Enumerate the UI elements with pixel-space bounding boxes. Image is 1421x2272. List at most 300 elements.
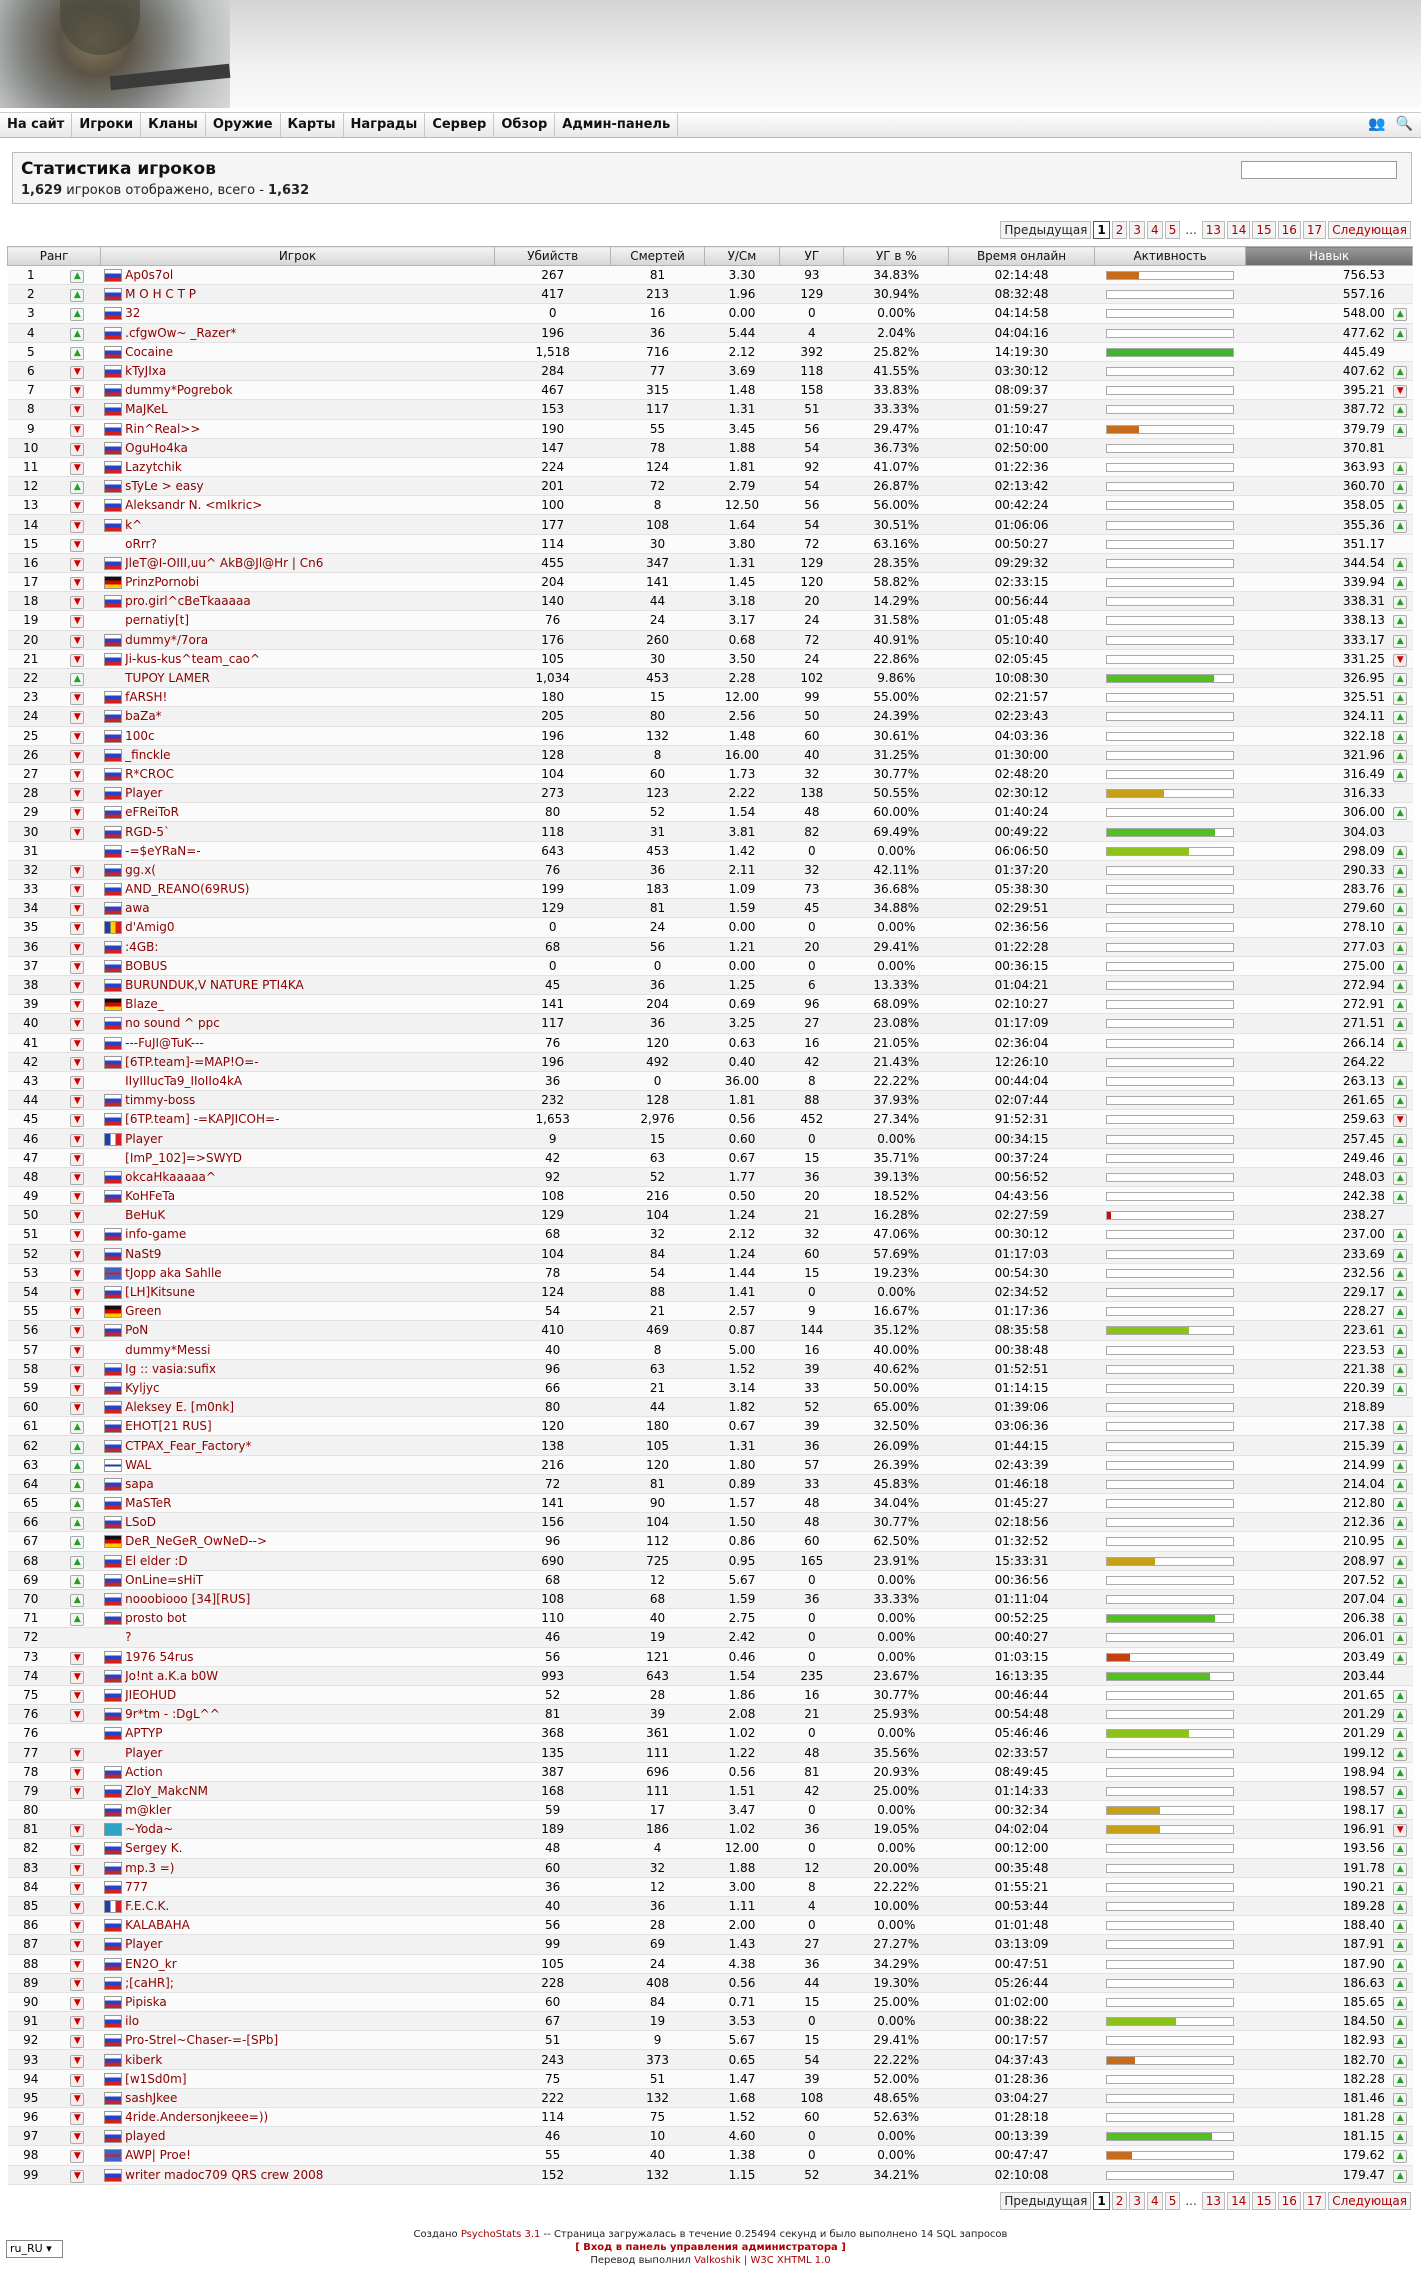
flag-ru-icon <box>104 1382 122 1395</box>
skill-trend-cell <box>1388 1532 1413 1551</box>
skill-trend-cell <box>1388 2031 1413 2050</box>
activity-bar-fill <box>1107 2018 1176 2025</box>
player-name-link[interactable]: sapa <box>125 1474 494 1493</box>
player-name-link[interactable]: KoHFeTa <box>125 1187 494 1206</box>
player-name-link[interactable]: Player <box>125 784 494 803</box>
player-name-link[interactable]: F.E.C.K. <box>125 1896 494 1915</box>
activity-cell <box>1094 860 1245 879</box>
player-name-link[interactable]: 4ride.Andersonjkeee=)) <box>125 2108 494 2127</box>
kd-cell: 0.67 <box>704 1417 780 1436</box>
player-name-link[interactable]: [LH]Kitsune <box>125 1282 494 1301</box>
player-name-link[interactable]: dummy*/7ora <box>125 630 494 649</box>
rank-up-icon: ▲ <box>70 1460 84 1473</box>
table-row <box>8 1398 1413 1417</box>
player-name-link[interactable]: [w1Sd0m] <box>125 2069 494 2088</box>
deaths-cell: 361 <box>611 1724 704 1743</box>
pager-page-16[interactable]: 16 <box>1278 221 1301 239</box>
flag-cell <box>101 1781 125 1800</box>
online-time-cell: 12:26:10 <box>949 1052 1095 1071</box>
player-name-link[interactable]: Player <box>125 1129 494 1148</box>
rank-change-cell <box>54 2069 101 2088</box>
nav-item-5[interactable]: Награды <box>344 113 426 137</box>
hs-cell: 45 <box>780 899 844 918</box>
player-name-link[interactable]: Lazytchik <box>125 457 494 476</box>
nav-item-8[interactable]: Админ-панель <box>555 113 678 137</box>
flag-cell <box>101 1187 125 1206</box>
hs-cell: 48 <box>780 803 844 822</box>
skill-cell: 263.13 <box>1246 1071 1388 1090</box>
player-name-link[interactable]: baZa* <box>125 707 494 726</box>
flag-ru-icon <box>104 768 122 781</box>
player-name-link[interactable]: okcaHkaaaaa^ <box>125 1167 494 1186</box>
flag-ru-icon <box>104 1689 122 1702</box>
player-name-link[interactable]: EN2O_kr <box>125 1954 494 1973</box>
activity-cell <box>1094 1206 1245 1225</box>
activity-bar-fill <box>1107 790 1164 797</box>
deaths-cell: 40 <box>611 1609 704 1628</box>
table-row <box>8 515 1413 534</box>
hs-pct-cell: 10.00% <box>844 1896 949 1915</box>
player-name-link[interactable]: no sound ^ ppc <box>125 1014 494 1033</box>
player-name-link[interactable]: ~Yoda~ <box>125 1820 494 1839</box>
kills-cell: 52 <box>494 1685 610 1704</box>
flag-cell <box>101 784 125 803</box>
admin-login-link[interactable]: [ Вход в панель управления администратора ] <box>575 2242 846 2253</box>
player-name-link[interactable]: pernatiy[t] <box>125 611 494 630</box>
kills-header[interactable]: Убийств <box>494 247 610 266</box>
player-name-link[interactable]: gg.x( <box>125 860 494 879</box>
pager-page-5[interactable]: 5 <box>1165 2192 1181 2210</box>
activity-cell <box>1094 457 1245 476</box>
pager-page-5[interactable]: 5 <box>1165 221 1181 239</box>
activity-bar <box>1106 1864 1234 1873</box>
kd-cell: 3.30 <box>704 266 780 285</box>
kills-cell: 205 <box>494 707 610 726</box>
flag-ru-icon <box>104 1497 122 1510</box>
player-name-link[interactable]: OnLine=sHiT <box>125 1570 494 1589</box>
table-row <box>8 323 1413 342</box>
pager-page-15[interactable]: 15 <box>1252 221 1275 239</box>
activity-cell <box>1094 1685 1245 1704</box>
flag-ru-icon <box>104 365 122 378</box>
player-name-link[interactable]: Kyljyc <box>125 1378 494 1397</box>
kd-cell: 1.11 <box>704 1896 780 1915</box>
kd-cell: 1.42 <box>704 841 780 860</box>
nav-item-3[interactable]: Оружие <box>206 113 281 137</box>
w3c-link[interactable]: | W3C XHTML 1.0 <box>740 2255 831 2266</box>
hs-cell: 102 <box>780 668 844 687</box>
hs-cell: 36 <box>780 1167 844 1186</box>
online-time-cell: 02:07:44 <box>949 1091 1095 1110</box>
kd-cell: 1.73 <box>704 764 780 783</box>
rank-cell: 71 <box>8 1609 55 1628</box>
player-name-link[interactable]: 1976 54rus <box>125 1647 494 1666</box>
player-name-link[interactable]: Blaze_ <box>125 995 494 1014</box>
activity-bar <box>1106 943 1234 952</box>
activity-cell <box>1094 1666 1245 1685</box>
player-name-link[interactable]: KALABAHA <box>125 1916 494 1935</box>
skill-trend-cell <box>1388 1148 1413 1167</box>
rank-change-cell <box>54 707 101 726</box>
player-name-link[interactable]: EHOT[21 RUS] <box>125 1417 494 1436</box>
player-name-link[interactable]: oRrr? <box>125 534 494 553</box>
player-name-link[interactable]: JleT@I-OIII,uu^ AkB@Jl@Hr | Cn6 <box>125 553 494 572</box>
player-name-link[interactable]: Jo!nt a.K.a b0W <box>125 1666 494 1685</box>
rank-cell: 72 <box>8 1628 55 1647</box>
player-name-link[interactable]: played <box>125 2127 494 2146</box>
pager-page-1[interactable]: 1 <box>1093 221 1109 239</box>
player-name-link[interactable]: BOBUS <box>125 956 494 975</box>
activity-cell <box>1094 1839 1245 1858</box>
activity-header[interactable]: Активность <box>1094 247 1245 266</box>
player-name-link[interactable]: mp.3 =) <box>125 1858 494 1877</box>
deaths-cell: 8 <box>611 496 704 515</box>
player-name-link[interactable]: Aleksandr N. <mIkric> <box>125 496 494 515</box>
player-name-link[interactable]: BURUNDUK,V NATURE PTI4KA <box>125 975 494 994</box>
language-select[interactable]: ru_RU ▾ <box>6 2240 63 2258</box>
player-name-link[interactable]: awa <box>125 899 494 918</box>
player-name-link[interactable]: WAL <box>125 1455 494 1474</box>
pager-prev-button[interactable]: Предыдущая <box>1000 221 1091 239</box>
skill-trend-cell <box>1388 1378 1413 1397</box>
kills-cell: 80 <box>494 803 610 822</box>
translator-link[interactable]: Valkoshik <box>694 2255 741 2266</box>
skill-up-icon: ▲ <box>1393 481 1407 494</box>
deaths-cell: 15 <box>611 688 704 707</box>
hs-pct-cell: 30.77% <box>844 764 949 783</box>
player-name-link[interactable]: R*CROC <box>125 764 494 783</box>
kills-cell: 232 <box>494 1091 610 1110</box>
nav-item-7[interactable]: Обзор <box>494 113 555 137</box>
pager-page-13[interactable]: 13 <box>1202 2192 1225 2210</box>
pager-page-15[interactable]: 15 <box>1252 2192 1275 2210</box>
player-name-link[interactable]: DeR_NeGeR_OwNeD--> <box>125 1532 494 1551</box>
rank-cell: 42 <box>8 1052 55 1071</box>
rank-cell: 28 <box>8 784 55 803</box>
player-name-link[interactable]: Pipiska <box>125 1992 494 2011</box>
deaths-cell: 54 <box>611 1263 704 1282</box>
skill-up-icon: ▲ <box>1393 942 1407 955</box>
player-name-link[interactable]: Action <box>125 1762 494 1781</box>
kd-header[interactable]: У/См <box>704 247 780 266</box>
hs-cell: 73 <box>780 880 844 899</box>
deaths-cell: 32 <box>611 1225 704 1244</box>
player-name-link[interactable]: m@kler <box>125 1801 494 1820</box>
rank-change-cell <box>54 1033 101 1052</box>
pager-page-3[interactable]: 3 <box>1129 2192 1145 2210</box>
player-name-link[interactable]: _finckle <box>125 745 494 764</box>
rank-change-cell <box>54 438 101 457</box>
player-name-link[interactable]: 32 <box>125 304 494 323</box>
flag-ru-icon <box>104 902 122 915</box>
player-name-link[interactable]: .cfgwOw~ _Razer* <box>125 323 494 342</box>
rank-cell: 22 <box>8 668 55 687</box>
activity-bar <box>1106 1346 1234 1355</box>
nav-item-6[interactable]: Сервер <box>425 113 494 137</box>
rank-cell: 49 <box>8 1187 55 1206</box>
pager-next-button[interactable]: Следующая <box>1328 221 1411 239</box>
activity-bar-fill <box>1107 1807 1160 1814</box>
player-name-link[interactable]: 100c <box>125 726 494 745</box>
player-name-link[interactable]: kiberk <box>125 2050 494 2069</box>
deaths-cell: 75 <box>611 2108 704 2127</box>
deaths-header[interactable]: Смертей <box>611 247 704 266</box>
player-name-link[interactable]: MaSTeR <box>125 1494 494 1513</box>
pager-page-1[interactable]: 1 <box>1093 2192 1109 2210</box>
online-time-cell: 01:30:00 <box>949 745 1095 764</box>
rank-up-icon: ▲ <box>70 1441 84 1454</box>
skill-trend-cell <box>1388 707 1413 726</box>
pager-page-2[interactable]: 2 <box>1112 2192 1128 2210</box>
skill-cell: 272.91 <box>1246 995 1388 1014</box>
rank-change-cell <box>54 1801 101 1820</box>
flag-cell <box>101 304 125 323</box>
player-name-link[interactable]: Ji-kus-kus^team_cao^ <box>125 649 494 668</box>
player-name-link[interactable]: [6TP.team]-=MAP!O=- <box>125 1052 494 1071</box>
flag-ru-icon <box>104 2169 122 2182</box>
rank-down-icon: ▼ <box>70 1978 84 1991</box>
player-name-link[interactable]: eFReiToR <box>125 803 494 822</box>
player-name-link[interactable]: RGD-5` <box>125 822 494 841</box>
player-header[interactable]: Игрок <box>101 247 495 266</box>
rank-down-icon: ▼ <box>70 1306 84 1319</box>
skill-cell: 198.57 <box>1246 1781 1388 1800</box>
rank-down-icon: ▼ <box>70 1824 84 1837</box>
kills-cell: 177 <box>494 515 610 534</box>
skill-trend-cell <box>1388 477 1413 496</box>
hs-pct-cell: 16.67% <box>844 1302 949 1321</box>
rank-cell: 58 <box>8 1359 55 1378</box>
kd-cell: 1.59 <box>704 899 780 918</box>
activity-bar <box>1106 1633 1234 1642</box>
pager-page-4[interactable]: 4 <box>1147 221 1163 239</box>
player-name-link[interactable]: prosto bot <box>125 1609 494 1628</box>
table-row <box>8 1052 1413 1071</box>
nav-item-4[interactable]: Карты <box>281 113 344 137</box>
flag-ru-icon <box>104 1842 122 1855</box>
player-name-link[interactable]: JIEOHUD <box>125 1685 494 1704</box>
activity-cell <box>1094 803 1245 822</box>
player-name-link[interactable]: AND_REANO(69RUS) <box>125 880 494 899</box>
deaths-cell: 16 <box>611 304 704 323</box>
kd-cell: 0.00 <box>704 918 780 937</box>
online-time-cell: 10:08:30 <box>949 668 1095 687</box>
player-name-link[interactable]: writer madoc709 QRS crew 2008 <box>125 2165 494 2184</box>
players-icon[interactable]: 👥 <box>1368 116 1386 132</box>
deaths-cell: 120 <box>611 1455 704 1474</box>
player-name-link[interactable]: ilo <box>125 2012 494 2031</box>
hs-cell: 158 <box>780 381 844 400</box>
activity-bar <box>1106 1787 1234 1796</box>
search-input[interactable] <box>1241 161 1397 179</box>
hs-pct-cell: 0.00% <box>844 1129 949 1148</box>
rank-cell: 64 <box>8 1474 55 1493</box>
kd-cell: 4.60 <box>704 2127 780 2146</box>
player-name-link[interactable]: sashJkee <box>125 2088 494 2107</box>
hs-cell: 36 <box>780 1954 844 1973</box>
online-time-cell: 02:21:57 <box>949 688 1095 707</box>
hs-pct-cell: 22.86% <box>844 649 949 668</box>
nav-item-0[interactable]: На сайт <box>0 113 72 137</box>
player-name-link[interactable]: BeHuK <box>125 1206 494 1225</box>
player-name-link[interactable]: sTyLe > easy <box>125 477 494 496</box>
hs-header[interactable]: УГ <box>780 247 844 266</box>
hs-cell: 52 <box>780 1398 844 1417</box>
rank-change-cell <box>54 880 101 899</box>
kills-cell: 690 <box>494 1551 610 1570</box>
player-name-link[interactable]: Sergey K. <box>125 1839 494 1858</box>
player-name-link[interactable]: CTPAX_Fear_Factory* <box>125 1436 494 1455</box>
nav-item-2[interactable]: Кланы <box>141 113 206 137</box>
player-name-link[interactable]: Green <box>125 1302 494 1321</box>
shown-text: игроков отображено, всего - <box>62 183 269 198</box>
rank-change-cell <box>54 1992 101 2011</box>
hs-cell: 36 <box>780 1436 844 1455</box>
online-header[interactable]: Время онлайн <box>949 247 1095 266</box>
page-title-box <box>12 152 1412 204</box>
skill-up-icon: ▲ <box>1393 980 1407 993</box>
pager-page-14[interactable]: 14 <box>1227 2192 1250 2210</box>
player-name-link[interactable]: MaJKeL <box>125 400 494 419</box>
player-name-link[interactable]: 777 <box>125 1877 494 1896</box>
player-name-link[interactable]: 9r*tm - :DgL^^ <box>125 1705 494 1724</box>
table-row <box>8 611 1413 630</box>
flag-ru-icon <box>104 1363 122 1376</box>
player-name-link[interactable]: NaSt9 <box>125 1244 494 1263</box>
activity-cell <box>1094 1570 1245 1589</box>
rank-down-icon: ▼ <box>70 865 84 878</box>
rank-cell: 48 <box>8 1167 55 1186</box>
rank-header[interactable]: Ранг <box>8 247 101 266</box>
player-name-link[interactable]: TUPOY LAMER <box>125 668 494 687</box>
hs-cell: 108 <box>780 2088 844 2107</box>
skill-trend-cell <box>1388 1973 1413 1992</box>
skill-cell: 325.51 <box>1246 688 1388 707</box>
search-icon[interactable]: 🔍 <box>1395 116 1413 132</box>
player-name-link[interactable]: El elder :D <box>125 1551 494 1570</box>
player-name-link[interactable]: Rin^Real>> <box>125 419 494 438</box>
pager-page-13[interactable]: 13 <box>1202 221 1225 239</box>
player-name-link[interactable]: LSoD <box>125 1513 494 1532</box>
player-name-link[interactable]: ZloY_MakcNM <box>125 1781 494 1800</box>
player-name-link[interactable]: M O H C T P <box>125 285 494 304</box>
player-name-link[interactable]: nooobiooo [34][RUS] <box>125 1589 494 1608</box>
player-name-link[interactable]: Ig :: vasia:sufix <box>125 1359 494 1378</box>
flag-cell <box>101 592 125 611</box>
skill-up-icon: ▲ <box>1393 2150 1407 2163</box>
hs-pct-cell: 30.51% <box>844 515 949 534</box>
player-name-link[interactable]: ? <box>125 1628 494 1647</box>
pager-page-2[interactable]: 2 <box>1112 221 1128 239</box>
player-name-link[interactable]: ---FuJI@TuK--- <box>125 1033 494 1052</box>
pager-page-14[interactable]: 14 <box>1227 221 1250 239</box>
deaths-cell: 104 <box>611 1513 704 1532</box>
pager-page-17[interactable]: 17 <box>1303 221 1326 239</box>
rank-cell: 86 <box>8 1916 55 1935</box>
player-name-link[interactable]: fARSH! <box>125 688 494 707</box>
deaths-cell: 55 <box>611 419 704 438</box>
table-row <box>8 1321 1413 1340</box>
pager-page-3[interactable]: 3 <box>1129 221 1145 239</box>
player-name-link[interactable]: APTYP <box>125 1724 494 1743</box>
skill-trend-cell <box>1388 726 1413 745</box>
rank-cell: 41 <box>8 1033 55 1052</box>
skill-cell: 339.94 <box>1246 573 1388 592</box>
skill-cell: 304.03 <box>1246 822 1388 841</box>
nav-item-1[interactable]: Игроки <box>72 113 141 137</box>
skill-trend-cell <box>1388 822 1413 841</box>
skill-cell: 257.45 <box>1246 1129 1388 1148</box>
pager-page-4[interactable]: 4 <box>1147 2192 1163 2210</box>
online-time-cell: 02:48:20 <box>949 764 1095 783</box>
table-row <box>8 1685 1413 1704</box>
skill-header[interactable]: Навык <box>1246 247 1413 266</box>
flag-cell <box>101 1589 125 1608</box>
flag-cell <box>101 668 125 687</box>
kills-cell: 36 <box>494 1071 610 1090</box>
pager-page-16[interactable]: 16 <box>1278 2192 1301 2210</box>
online-time-cell: 01:14:15 <box>949 1378 1095 1397</box>
skill-cell: 188.40 <box>1246 1916 1388 1935</box>
player-name-link[interactable]: -=$eYRaN=- <box>125 841 494 860</box>
rank-change-cell <box>54 841 101 860</box>
skill-cell: 185.65 <box>1246 1992 1388 2011</box>
player-name-link[interactable]: OguHo4ka <box>125 438 494 457</box>
player-name-link[interactable]: Player <box>125 1743 494 1762</box>
player-name-link[interactable]: [6TP.team] -=KAPJICOH=- <box>125 1110 494 1129</box>
player-name-link[interactable]: PoN <box>125 1321 494 1340</box>
player-name-link[interactable]: PrinzPornobi <box>125 573 494 592</box>
player-name-link[interactable]: tJopp aka Sahlle <box>125 1263 494 1282</box>
player-name-link[interactable]: info-game <box>125 1225 494 1244</box>
psychostats-link[interactable]: PsychoStats 3.1 <box>460 2229 541 2240</box>
player-name-link[interactable]: ;[caHR]; <box>125 1973 494 1992</box>
skill-trend-cell <box>1388 361 1413 380</box>
player-name-link[interactable]: :4GB: <box>125 937 494 956</box>
player-name-link[interactable]: Ap0s7ol <box>125 266 494 285</box>
player-name-link[interactable]: AWP| Proe! <box>125 2146 494 2165</box>
player-name-link[interactable]: IIyIIIucTa9_IIoIIo4kA <box>125 1071 494 1090</box>
skill-cell: 316.33 <box>1246 784 1388 803</box>
pager-next-button[interactable]: Следующая <box>1328 2192 1411 2210</box>
deaths-cell: 72 <box>611 477 704 496</box>
flag-ru-icon <box>104 1977 122 1990</box>
site-logo[interactable] <box>0 0 230 108</box>
player-name-link[interactable]: Cocaine <box>125 342 494 361</box>
pager-page-17[interactable]: 17 <box>1303 2192 1326 2210</box>
activity-cell <box>1094 1148 1245 1167</box>
table-row <box>8 1858 1413 1877</box>
player-name-link[interactable]: Pro-Strel~Chaser-=-[SPb] <box>125 2031 494 2050</box>
table-row <box>8 592 1413 611</box>
player-name-link[interactable]: pro.girl^cBeTkaaaaa <box>125 592 494 611</box>
player-name-link[interactable]: k^ <box>125 515 494 534</box>
player-name-link[interactable]: dummy*Pogrebok <box>125 381 494 400</box>
player-name-link[interactable]: [ImP_102]=>SWYD <box>125 1148 494 1167</box>
skill-up-icon: ▲ <box>1393 807 1407 820</box>
pager-prev-button[interactable]: Предыдущая <box>1000 2192 1091 2210</box>
player-name-link[interactable]: timmy-boss <box>125 1091 494 1110</box>
activity-cell <box>1094 1705 1245 1724</box>
player-name-link[interactable]: d'Amig0 <box>125 918 494 937</box>
table-row <box>8 1340 1413 1359</box>
player-name-link[interactable]: dummy*Messi <box>125 1340 494 1359</box>
hs-pct-header[interactable]: УГ в % <box>844 247 949 266</box>
player-name-link[interactable]: Aleksey E. [m0nk] <box>125 1398 494 1417</box>
online-time-cell: 02:27:59 <box>949 1206 1095 1225</box>
player-name-link[interactable]: Player <box>125 1935 494 1954</box>
player-name-link[interactable]: kTyJIxa <box>125 361 494 380</box>
